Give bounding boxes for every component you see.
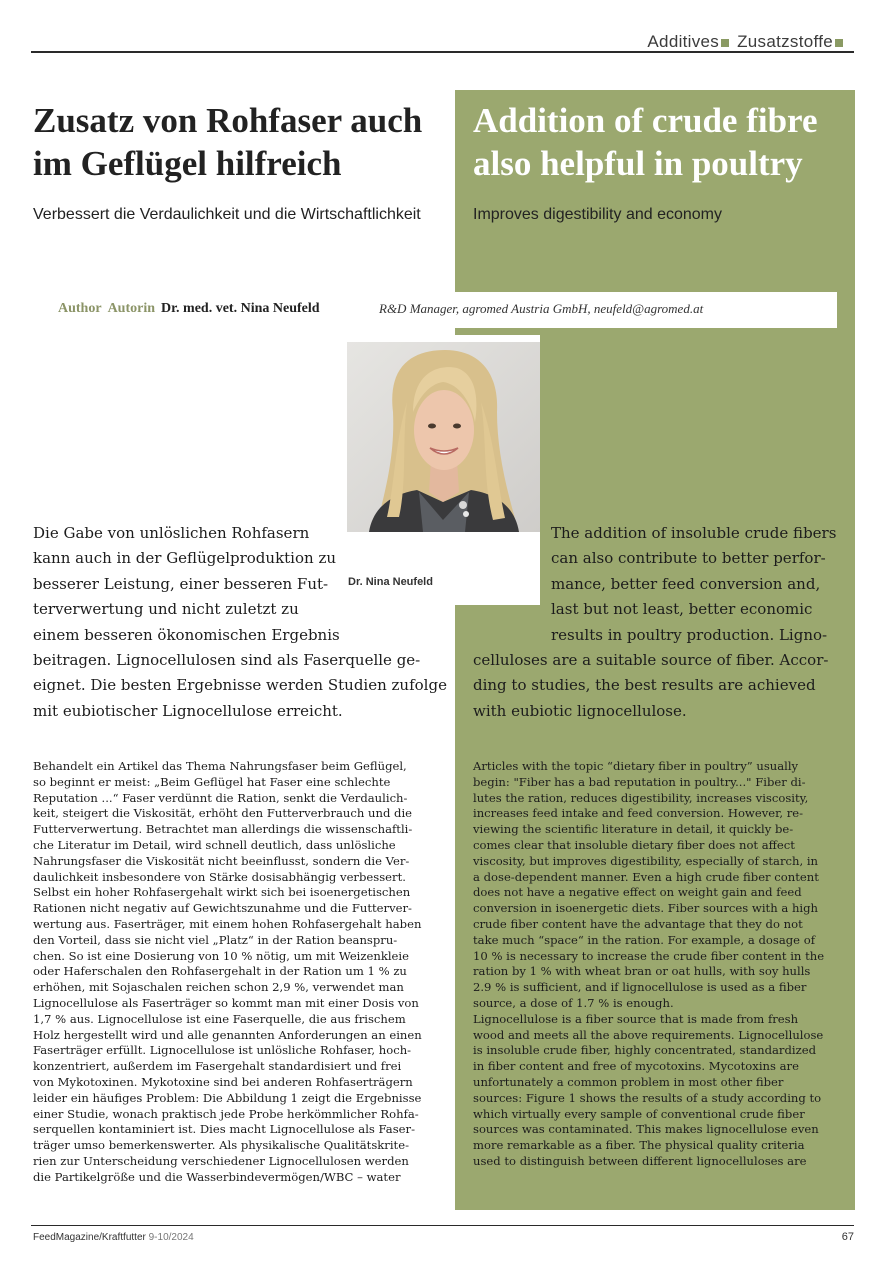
intro-line: mit eubiotischer Lignocellulose erreicht. bbox=[33, 701, 343, 720]
intro-line: last but not least, better economic bbox=[551, 600, 813, 619]
body-line: Nahrungsfaser die Viskosität nicht beeinflusst, sondern die Ver- bbox=[33, 853, 410, 868]
subtitle-de: Verbessert die Verdaulichkeit und die Wirtschaftlichkeit bbox=[33, 206, 421, 223]
body-line: einer Studie, wonach praktisch jede Probe herkömmlicher Rohfa- bbox=[33, 1106, 419, 1121]
intro-line: kann auch in der Geflügelproduktion zu bbox=[33, 549, 337, 568]
author-photo bbox=[347, 342, 540, 532]
author-name: Dr. med. vet. Nina Neufeld bbox=[161, 301, 320, 316]
page-number: 67 bbox=[841, 1231, 854, 1243]
body-line: leider ein häufiges Problem: Die Abbildung 1 zeigt die Ergebnisse bbox=[33, 1090, 422, 1105]
category-en: Additives bbox=[647, 32, 720, 51]
body-line: comes clear that insoluble dietary fiber does not affect bbox=[473, 837, 795, 852]
body-line: daulichkeit insbesondere von Stärke dosisabhängig verbessert. bbox=[33, 869, 406, 884]
body-line: more remarkable as a fiber. The physical quality criteria bbox=[473, 1138, 805, 1153]
intro-line: einem besseren ökonomischen Ergebnis bbox=[33, 625, 340, 644]
body-line: Reputation ...“ Faser verdünnt die Ration, senkt die Verdaulich- bbox=[33, 790, 408, 805]
body-line: Faserträger erfüllt. Lignocellulose ist unlösliche Rohfaser, hoch- bbox=[33, 1043, 412, 1058]
body-line: chen. So ist eine Dosierung von 10 % nötig, um mit Weizenkleie bbox=[33, 948, 409, 963]
intro-line: mance, better feed conversion and, bbox=[551, 574, 821, 593]
category-square-icon bbox=[835, 39, 843, 47]
author-label-de: Autorin bbox=[107, 301, 156, 316]
body-line: die Partikelgröße und die Wasserbindevermögen/WBC – water bbox=[33, 1169, 401, 1184]
body-line: sources was contaminated. This makes lignocellulose even bbox=[473, 1122, 819, 1137]
title-en: Addition of crude fibre also helpful in poultry bbox=[473, 101, 818, 183]
intro-line: besserer Leistung, einer besseren Fut- bbox=[33, 574, 329, 593]
body-line: oder Haferschalen den Rohfasergehalt in der Ration um 1 % zu bbox=[33, 964, 407, 979]
intro-line: can also contribute to better perfor- bbox=[551, 549, 826, 568]
body-line: is insoluble crude fiber, highly concentrated, standardized bbox=[473, 1043, 816, 1058]
body-line: träger umso bemerkenswerter. Als physikalische Qualitätskrite- bbox=[33, 1138, 409, 1153]
body-line: serquellen kontaminiert ist. Dies macht Lignocellulose als Faser- bbox=[33, 1122, 415, 1137]
body-line: Holz hergestellt wird und alle genannten Anforderungen an einen bbox=[33, 1027, 422, 1042]
category-square-icon bbox=[721, 39, 729, 47]
footer-publication-line bbox=[33, 1232, 194, 1243]
intro-line: celluloses are a suitable source of fiber. Accor- bbox=[473, 651, 829, 670]
body-line: viscosity, but improves digestibility, especially of starch, in bbox=[473, 853, 818, 868]
body-line: wertung aus. Faserträger, mit einem hohen Rohfasergehalt haben bbox=[33, 916, 422, 931]
body-line: 1,7 % aus. Lignocellulose ist eine Faserquelle, die aus frischem bbox=[33, 1011, 406, 1026]
body-line: ration by 1 % with wheat bran or oat hulls, with soy hulls bbox=[473, 964, 811, 979]
body-line: rien zur Unterscheidung verschiedener Lignocellulosen werden bbox=[33, 1153, 409, 1168]
subtitle-en: Improves digestibility and economy bbox=[473, 206, 723, 223]
footer-issue: 9-10/2024 bbox=[148, 1232, 194, 1243]
intro-line: results in poultry production. Ligno- bbox=[551, 625, 828, 644]
body-line: in fiber content and free of mycotoxins. Mycotoxins are bbox=[473, 1059, 799, 1074]
intro-line: ding to studies, the best results are achieved bbox=[473, 676, 816, 695]
body-line: conversion in isoenergetic diets. Fiber sources with a high bbox=[473, 901, 819, 916]
header-rule bbox=[31, 51, 854, 53]
intro-line: with eubiotic lignocellulose. bbox=[473, 701, 687, 720]
footer-publication: FeedMagazine/Kraftfutter bbox=[33, 1232, 146, 1243]
footer-rule bbox=[31, 1225, 854, 1226]
body-line: used to distinguish between different lignocelluloses are bbox=[473, 1153, 807, 1168]
body-line: von Mykotoxinen. Mykotoxine sind bei anderen Rohfaserträgern bbox=[33, 1074, 413, 1089]
body-de bbox=[33, 759, 422, 1186]
body-line: che Literatur im Detail, wird schnell deutlich, dass unlösliche bbox=[33, 837, 396, 852]
author-bar bbox=[40, 292, 837, 328]
body-line: increases feed intake and feed conversion. However, re- bbox=[473, 806, 804, 821]
intro-line: Die Gabe von unlöslichen Rohfasern bbox=[33, 524, 310, 542]
body-line: which virtually every sample of conventional crude fiber bbox=[473, 1106, 805, 1121]
body-line: Behandelt ein Artikel das Thema Nahrungsfaser beim Geflügel, bbox=[33, 759, 407, 773]
body-line: a dose-dependent manner. Even a high crude fiber content bbox=[473, 869, 819, 884]
author-portrait-image bbox=[347, 342, 540, 532]
intro-de bbox=[33, 521, 447, 724]
body-line: wood and meets all the above requirements. Lignocellulose bbox=[473, 1027, 824, 1042]
body-line: source, a dose of 1.7 % is enough. bbox=[473, 995, 674, 1010]
category-de: Zusatzstoffe bbox=[737, 32, 833, 51]
body-line: Rationen nicht negativ auf Gewichtszunahme und die Futterver- bbox=[33, 901, 412, 916]
body-line: 2.9 % is sufficient, and if lignocellulose is used as a fiber bbox=[473, 980, 807, 995]
body-line: lutes the ration, reduces digestibility, increases viscosity, bbox=[473, 790, 809, 805]
author-line bbox=[58, 301, 320, 317]
body-line: unfortunately a common problem in most other fiber bbox=[473, 1074, 784, 1089]
intro-line: eignet. Die besten Ergebnisse werden Studien zufolge bbox=[33, 676, 447, 695]
intro-line: terverwertung und nicht zuletzt zu bbox=[33, 600, 299, 619]
body-line: erhöhen, mit Sojaschalen reichen schon 2,9 %, verwendet man bbox=[33, 980, 404, 995]
body-line: 10 % is necessary to increase the crude fiber content in the bbox=[473, 948, 825, 963]
body-line: sources: Figure 1 shows the results of a study according to bbox=[473, 1090, 822, 1105]
photo-caption: Dr. Nina Neufeld bbox=[348, 576, 433, 588]
intro-en bbox=[473, 521, 836, 724]
intro-line: The addition of insoluble crude fibers bbox=[551, 524, 837, 542]
author-role: R&D Manager, agromed Austria GmbH, neufeld@agromed.at bbox=[379, 301, 704, 316]
body-line: Selbst ein hoher Rohfasergehalt wirkt sich bei isoenergetischen bbox=[33, 885, 411, 900]
body-line: viewing the scientific literature in detail, it quickly be- bbox=[473, 822, 794, 837]
body-line: Lignocellulose als Faserträger so kommt man mit einer Dosis von bbox=[33, 995, 419, 1010]
body-line: does not have a negative effect on weight gain and feed bbox=[473, 885, 802, 900]
title-de: Zusatz von Rohfaser auch im Geflügel hilfreich bbox=[33, 101, 423, 183]
body-en bbox=[473, 759, 824, 1170]
body-line: take much “space“ in the ration. For example, a dosage of bbox=[473, 932, 815, 947]
section-category bbox=[647, 32, 851, 52]
body-line: begin: "Fiber has a bad reputation in poultry..." Fiber di- bbox=[473, 774, 806, 789]
body-line: so beginnt er meist: „Beim Geflügel hat Faser eine schlechte bbox=[33, 774, 391, 789]
body-line: Lignocellulose is a fiber source that is made from fresh bbox=[473, 1011, 799, 1026]
body-line: keit, steigert die Viskosität, erhöht den Futterverbrauch und die bbox=[33, 806, 413, 821]
intro-line: beitragen. Lignocellulosen sind als Faserquelle ge- bbox=[33, 651, 421, 670]
body-line: konzentriert, außerdem im Fasergehalt standardisiert und frei bbox=[33, 1059, 402, 1074]
body-line: den Vorteil, dass sie nicht viel „Platz“ in der Ration beanspru- bbox=[33, 932, 398, 947]
author-label-en: Author bbox=[58, 301, 102, 316]
body-line: Articles with the topic “dietary fiber in poultry” usually bbox=[473, 759, 799, 773]
body-line: Futterverwertung. Betrachtet man allerdings die wissenschaftli- bbox=[33, 822, 413, 837]
body-line: crude fiber content have the advantage that they do not bbox=[473, 916, 803, 931]
